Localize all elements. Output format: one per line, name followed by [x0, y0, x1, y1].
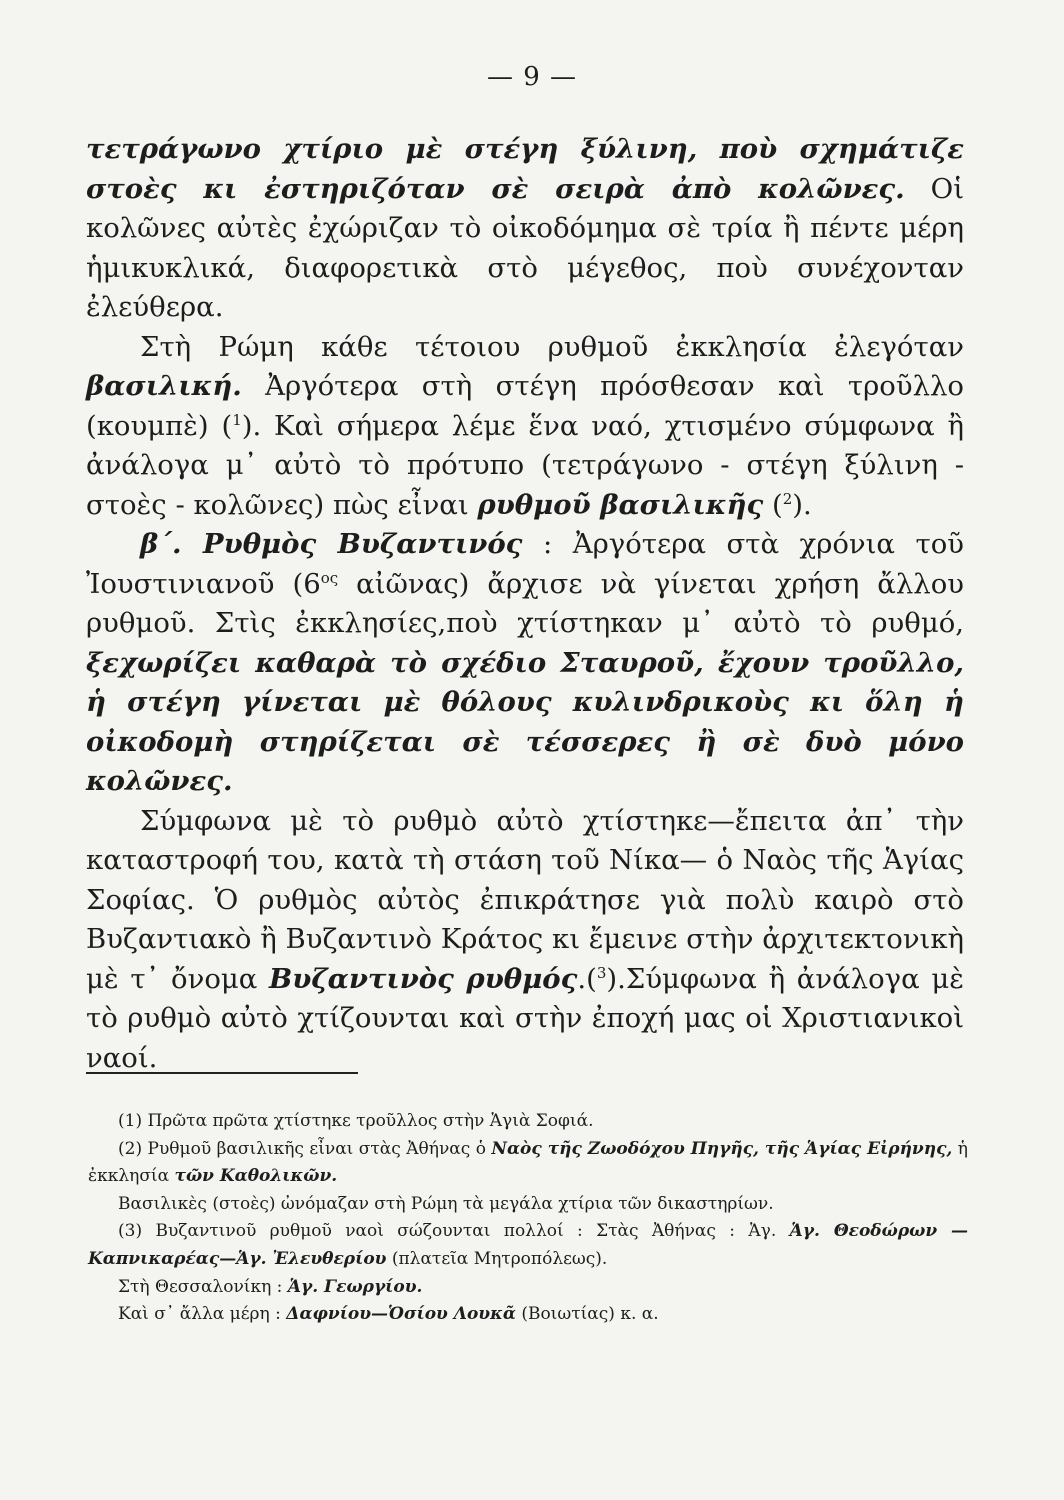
footnotes — [88, 1108, 968, 1329]
emphasis-text: Δαφνίου—Ὁσίου Λουκᾶ — [286, 1304, 516, 1325]
text-run: ). — [792, 488, 812, 521]
footnote-2 — [88, 1136, 968, 1191]
ordinal-suffix: ος — [320, 568, 339, 587]
footnote-ref: 2 — [782, 489, 793, 508]
text-run: ). Καὶ σήμερα λέμε ἕνα ναό, χτισμένο σύμφωνα ἢ ἀνάλογα μ᾽ αὐτὸ τὸ πρότυπο (τετράγωνο - στέγη ξύλινη - στοὲς - κολῶνες) πὼς εἶναι — [86, 409, 965, 521]
footnote-2-continued — [88, 1191, 968, 1219]
text-run: ).Σύμφωνα ἢ ἀνάλογα μὲ τὸ ρυθμὸ αὐτὸ χτίζουνται καὶ στὴν ἐποχή μας οἱ Χριστιανικοὶ ναοί. — [86, 962, 965, 1074]
text-run: : Ἀργότερα στὰ χρόνια τοῦ Ἰουστινιανοῦ ( — [86, 528, 964, 600]
footnote-3 — [88, 1218, 968, 1273]
emphasis-text: Βυζαντινὸς ρυθμός — [269, 962, 578, 995]
footnote-ref: 3 — [596, 963, 607, 982]
emphasis-text: Ἁγ. Θεοδώρων —Καπνικαρέας—Ἁγ. Ἐλευθερίου — [88, 1221, 969, 1269]
text-run: (1) Πρῶτα πρῶτα χτίστηκε τροῦλλος στὴν Ἁγιὰ Σοφιά. — [118, 1111, 594, 1131]
paragraph-1 — [86, 130, 964, 328]
footnote-1 — [88, 1108, 968, 1136]
emphasis-text: Ἁγ. Γεωργίου. — [287, 1276, 423, 1297]
emphasis-text: ρυθμοῦ βασιλικῆς — [477, 488, 764, 521]
paragraph-4 — [86, 802, 964, 1079]
text-run: Στὴ Ρώμη κάθε τέτοιου ρυθμοῦ ἐκκλησία ἐλεγόταν — [140, 330, 964, 363]
footnote-divider — [86, 1072, 358, 1074]
text-run: Οἱ κολῶνες αὐτὲς ἐχώριζαν τὸ οἰκοδόμημα σὲ τρία ἢ πέντε μέρη ἡμικυκλικά, διαφορετικὰ στὸ μέγεθος, ποὺ συνέχονταν ἐλεύθερα. — [86, 172, 964, 323]
footnote-3-thessaloniki — [88, 1274, 968, 1302]
footnote-3-other — [88, 1301, 968, 1329]
text-run: Καὶ σ᾽ ἄλλα μέρη : — [118, 1304, 287, 1325]
emphasis-text: Ναὸς τῆς Ζωοδόχου Πηγῆς, τῆς Ἁγίας Εἰρήνης, — [491, 1138, 953, 1159]
text-run: (Βοιωτίας) κ. α. — [515, 1304, 659, 1325]
page-number: — 9 — — [486, 62, 578, 92]
text-run: Βασιλικὲς (στοὲς) ὠνόμαζαν στὴ Ρώμη τὰ μεγάλα χτίρια τῶν δικαστηρίων. — [118, 1193, 774, 1214]
emphasis-text: τῶν Καθολικῶν. — [174, 1166, 338, 1187]
main-text — [86, 130, 964, 1078]
text-run: ( — [763, 488, 783, 521]
text-run: (2) Ρυθμοῦ βασιλικῆς εἶναι στὰς Ἀθήνας ὁ — [118, 1138, 492, 1159]
paragraph-3 — [86, 525, 964, 802]
emphasis-text: βασιλική. — [86, 370, 242, 402]
text-run: (3) Βυζαντινοῦ ρυθμοῦ ναοὶ σώζουνται πολλοί : Στὰς Ἀθήνας : Ἁγ. — [118, 1221, 790, 1242]
text-run: ἡ ἐκκλησία — [88, 1138, 968, 1187]
text-run: (πλατεῖα Μητροπόλεως). — [386, 1248, 608, 1269]
text-run: αἰῶνας) ἄρχισε νὰ γίνεται χρήση ἄλλου ρυθμοῦ. Στὶς ἐκκλησίες,ποὺ χτίστηκαν μ᾽ αὐτὸ τὸ ρυθμό, — [86, 567, 964, 639]
emphasis-text: ξεχωρίζει καθαρὰ τὸ σχέδιο Σταυροῦ, ἔχουν τροῦλλο, ἡ στέγη γίνεται μὲ θόλους κυλινδρικοὺς κι ὅλη ἡ οἰκοδομὴ στηρίζεται σὲ τέσσερες ἢ σὲ δυὸ μόνο κολῶνες. — [86, 646, 964, 797]
footnote-ref: 1 — [232, 410, 242, 429]
text-run: Σύμφωνα μὲ τὸ ρυθμὸ αὐτὸ χτίστηκε—ἔπειτα ἀπ᾽ τὴν καταστροφή του, κατὰ τὴ στάση τοῦ Νίκα— ὁ Ναὸς τῆς Ἁγίας Σοφίας. Ὁ ρυθμὸς αὐτὸς ἐπικράτησε γιὰ πολὺ καιρὸ στὸ Βυζαντιακὸ ἢ Βυζαντινὸ Κράτος κι ἔμεινε στὴν ἀρχιτεκτονικὴ μὲ τ᾽ ὄνομα — [86, 804, 964, 995]
text-run: Ἀργότερα στὴ στέγη πρόσθεσαν καὶ τροῦλλο (κουμπὲ) ( — [86, 370, 964, 442]
section-heading: β΄. Ρυθμὸς Βυζαντινός — [140, 528, 523, 560]
text-run: .( — [577, 962, 597, 995]
text-run: 6 — [303, 567, 321, 600]
paragraph-2 — [86, 328, 964, 526]
emphasis-text: τετράγωνο χτίριο μὲ στέγη ξύλινη, ποὺ σχημάτιζε στοὲς κι ἐστηριζόταν σὲ σειρὰ ἀπὸ κολῶνες. — [86, 133, 964, 205]
text-run: Στὴ Θεσσαλονίκη : — [118, 1276, 288, 1297]
